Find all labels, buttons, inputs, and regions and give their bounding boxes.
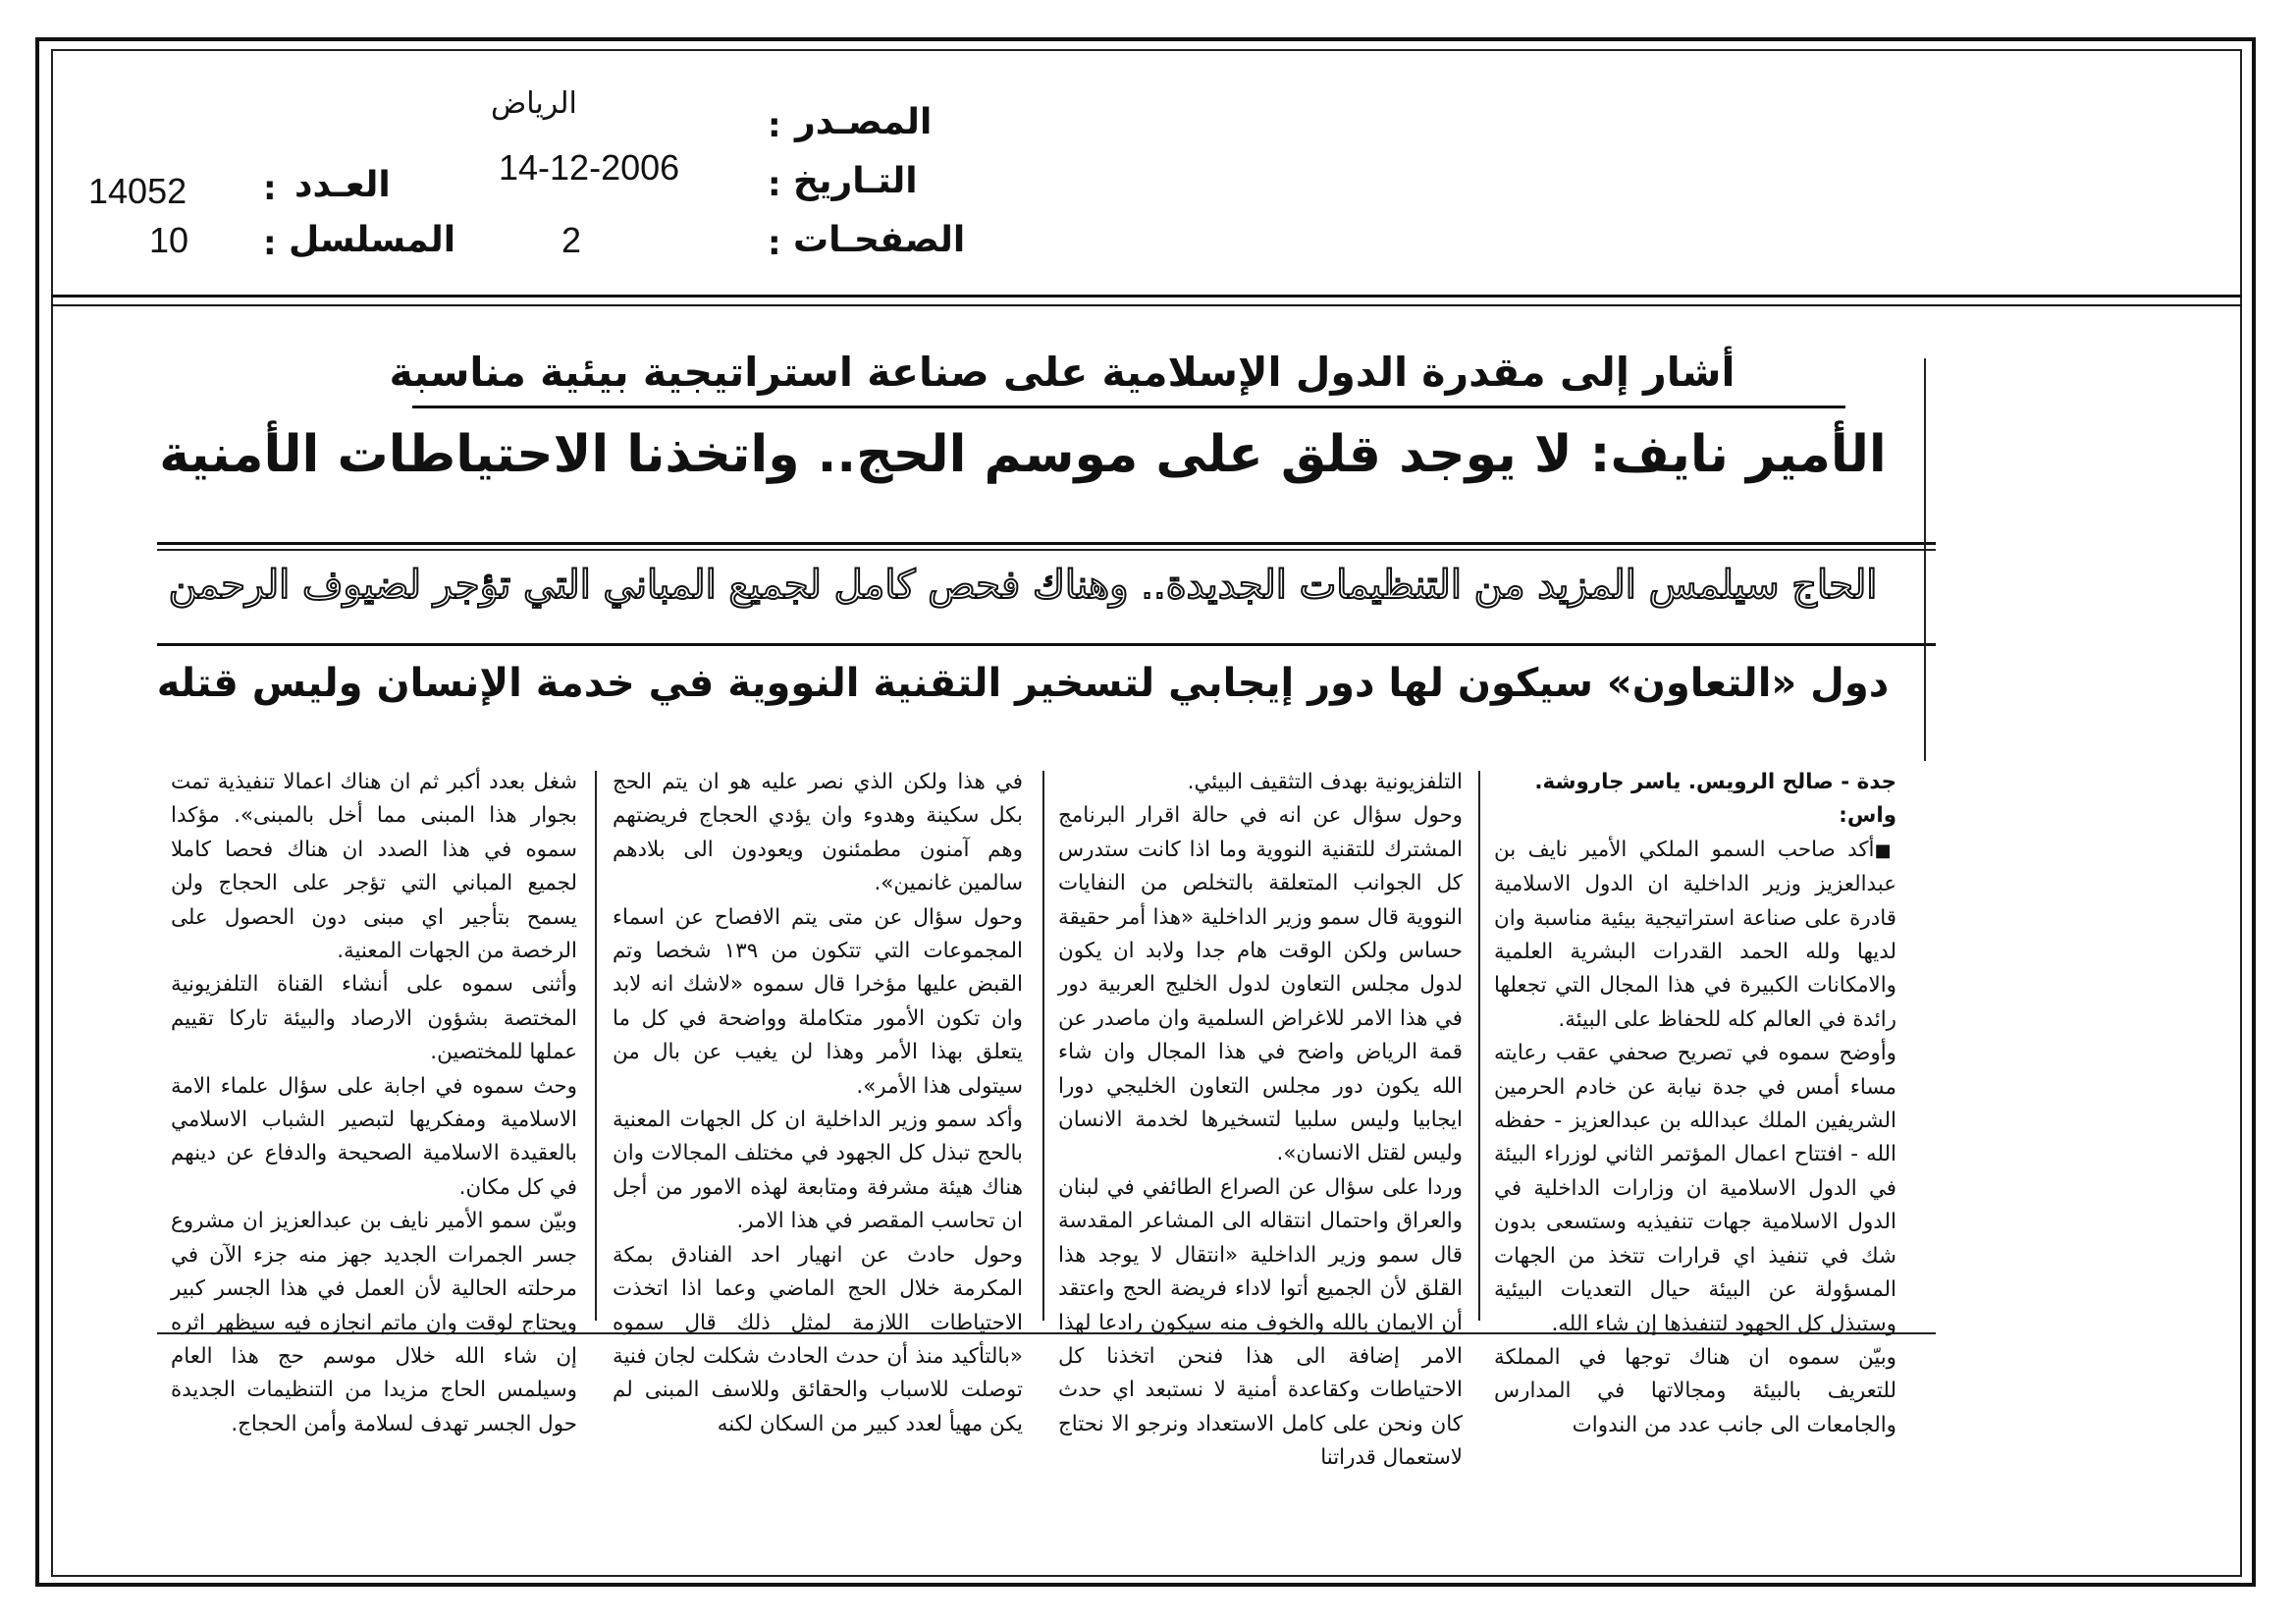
pages-value: 2: [561, 220, 582, 260]
column-1-paragraph-1: ■أكد صاحب السمو الملكي الأمير نايف بن عبدالعزيز وزير الداخلية ان الدول الاسلامية قادرة على صناعة استراتيجية بيئية مناسبة وان لديها ولله الحمد القدرات البشرية العلمية والامكانات الكبيرة في هذا المجال التي تجعلها رائدة في العالم كله للحفاظ على البيئة.: [1494, 837, 1896, 1032]
bullet-glyph: ■: [1874, 839, 1896, 861]
article-headline: الأمير نايف: لا يوجد قلق على موسم الحج.. واتخذنا الاحتياطات الأمنية: [159, 425, 1887, 484]
article-kicker: أشار إلى مقدرة الدول الإسلامية على صناعة استراتيجية بيئية مناسبة: [389, 349, 1735, 396]
date-label: التـاريخ: [793, 161, 918, 201]
article-column-3: [613, 766, 1023, 1436]
headline-side-rule: [1924, 358, 1926, 761]
column-1-paragraph-2: وأوضح سموه في تصريح صحفي عقب رعايته مساء أمس في جدة نيابة عن خادم الحرمين الشريفين الملك عبدالله بن عبدالعزيز - حفظه الله - افتتاح اعمال المؤتمر الثاني لوزراء البيئة في الدول الاسلامية ان وزارات الداخلية في الدول الاسلامية جهات تنفيذيه وستسعى بدون شك في تنفيذ اي قرارات تتخذ من الجهات المسؤولة عن البيئة حيال التعديات البيئية وستبذل كل الجهود لتنفيذها إن شاء الله.: [1494, 1041, 1896, 1336]
headline-rule: [157, 542, 1936, 545]
date-value: 14-12-2006: [499, 147, 680, 188]
pages-label: الصفحـات: [793, 220, 966, 260]
header-divider: [51, 295, 2242, 298]
article-secondary-headline: دول «التعاون» سيكون لها دور إيجابي لتسخير التقنية النووية في خدمة الإنسان وليس قتله: [156, 661, 1890, 706]
header-divider-thin: [51, 304, 2242, 306]
column-4-paragraph-2: وأثنى سموه على أنشاء القناة التلفزيونية المختصة بشؤون الارصاد والبيئة تاركا تقييم عملها للمختصين.: [171, 972, 577, 1065]
article-column-2: [1058, 766, 1463, 1471]
column-divider-2: [1042, 771, 1044, 1321]
source-value: الرياض: [491, 86, 577, 121]
column-1-paragraph-3: وبيّن سموه ان هناك توجها في المملكة للتعريف بالبيئة ومجالاتها في المدارس والجامعات الى جانب عدد من الندوات: [1494, 1344, 1896, 1437]
column-2-paragraph-1: التلفزيونية بهدف التثقيف البيئي.: [1187, 770, 1463, 794]
column-3-paragraph-3: وأكد سمو وزير الداخلية ان كل الجهات المعنية بالحج تبذل كل الجهود في مختلف المجالات وان هناك هيئة مشرفة ومتابعة لهذه الامور من أجل ان تحاسب المقصر في هذا الامر.: [613, 1108, 1023, 1234]
column-3-paragraph-2: وحول سؤال عن متى يتم الافصاح عن اسماء المجموعات التي تتكون من ١٣٩ شخصا وتم القبض عليها مؤخرا قال سموه «لاشك انه لابد وان تكون الأمور متكاملة وواضحة في كل ما يتعلق بهذا الأمر وهذا لن يغيب عن بال من سيتولى هذا الأمر».: [613, 904, 1023, 1099]
article-column-4: [171, 766, 577, 1436]
article-byline: جدة - صالح الرويس. ياسر جاروشة.: [1534, 770, 1896, 794]
kicker-underline: [412, 406, 1845, 408]
serial-label: المسلسل: [289, 220, 456, 260]
column-2-paragraph-3: وردا على سؤال عن الصراع الطائفي في لبنان والعراق واحتمال انتقاله الى المشاعر المقدسة قال سمو وزير الداخلية «انتقال لا يوجد هذا القلق لأن الجميع أتوا لاداء فريضة الحج واعتقد أن الايمان بالله والخوف منه سيكون رادعا لهذا الامر إضافة الى هذا فنحن اتخذنا كل الاحتياطات وكقاعدة أمنية لا نستبعد اي حدث كان ونحن على كامل الاستعداد ونرجو الا نحتاج لاستعمال قدراتنا: [1058, 1174, 1463, 1471]
article-column-1: [1494, 766, 1896, 1437]
serial-colon: :: [263, 224, 277, 263]
pages-colon: :: [768, 224, 781, 263]
news-clipping: [156, 349, 1936, 1471]
headline-rule-thin: [157, 549, 1936, 551]
column-2-paragraph-2: وحول سؤال عن انه في حالة اقرار البرنامج المشترك للتقنية النووية وما اذا كانت ستدرس كل الجوانب المتعلقة بالتخلص من النفايات النووية قال سمو وزير الداخلية «هذا أمر حقيقة حساس ولكن الوقت هام جدا ولابد ان يكون لدول مجلس التعاون لدول الخليج العربية دور في هذا الامر للاغراض السلمية وان ماصدر عن قمة الرياض واضح في هذا المجال وان شاء الله يكون دور مجلس التعاون الخليجي دورا ايجابيا وليس سلبيا لتسخيرها لخدمة الانسان وليس لقتل الانسان».: [1058, 803, 1463, 1166]
article-subhead: الحاج سيلمس المزيد من التنظيمات الجديدة.. وهناك فحص كامل لجميع المباني التي تؤجر لضيوف الرحمن: [168, 563, 1878, 608]
column-3-paragraph-1: في هذا ولكن الذي نصر عليه هو ان يتم الحج بكل سكينة وهدوء وان يؤدي الحجاج فريضتهم وهم آمنون مطمئنون ويعودون الى بلادهم سالمين غانمين».: [613, 770, 1023, 896]
subhead-rule: [157, 643, 1936, 646]
article-bottom-rule: [157, 1332, 1936, 1334]
column-divider-3: [595, 771, 597, 1321]
article-agency: واس:: [1839, 803, 1896, 829]
source-colon: :: [768, 106, 781, 145]
source-label: المصـدر: [795, 102, 933, 142]
column-4-paragraph-3: وحث سموه في اجابة على سؤال علماء الامة الاسلامية ومفكريها لتبصير الشباب الاسلامي بالعقيدة الاسلامية الصحيحة والدفاع عن دينهم في كل مكان.: [171, 1073, 577, 1200]
serial-value: 10: [149, 220, 189, 260]
column-divider-1: [1478, 771, 1480, 1321]
issue-value: 14052: [88, 171, 187, 211]
column-4-paragraph-4: وبيّن سمو الأمير نايف بن عبدالعزيز ان مشروع جسر الجمرات الجديد جهز منه جزء الآن في مرحلته الحالية لأن العمل في هذا الجسر كبير ويحتاج لوقت وان ماتم انجازه فيه سيظهر اثره إن شاء الله خلال موسم حج هذا العام وسيلمس الحاج مزيدا من التنظيمات الجديدة حول الجسر تهدف لسلامة وأمن الحجاج.: [171, 1209, 577, 1436]
date-colon: :: [768, 165, 781, 204]
column-3-paragraph-4: وحول حادث عن انهيار احد الفنادق بمكة المكرمة خلال الحج الماضي وعما اذا اتخذت الاحتياطات اللازمة لمثل ذلك قال سموه «بالتأكيد منذ أن حدث الحادث شكلت لجان فنية توصلت للاسباب والحقائق وللاسف المبنى لم يكن مهيأ لعدد كبير من السكان لكنه: [613, 1242, 1023, 1436]
issue-colon: :: [263, 169, 277, 208]
column-4-paragraph-1: شغل بعدد أكبر ثم ان هناك اعمالا تنفيذية تمت بجوار هذا المبنى مما أخل بالمبنى». مؤكدا سموه في هذا الصدد ان هناك فحصا كاملا لجميع المباني التي تؤجر على الحجاج ولن يسمح بتأجير اي مبنى دون الحصول على الرخصة من الجهات المعنية.: [171, 770, 577, 964]
issue-label: العـدد: [294, 165, 391, 205]
